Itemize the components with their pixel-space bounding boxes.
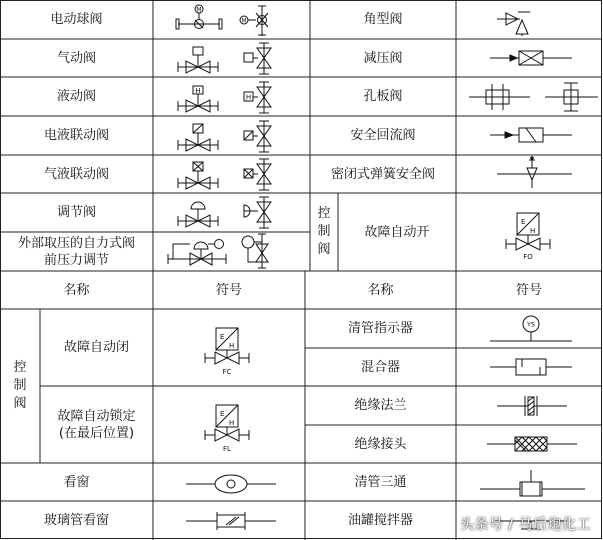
- pig-indicator-badge: YS: [526, 320, 536, 329]
- svg-text:H: H: [229, 419, 235, 427]
- self-operated-pressure-regulator-icon: [168, 234, 268, 268]
- name-insulating-joint: 绝缘接头: [354, 436, 407, 452]
- svg-text:H: H: [195, 87, 201, 95]
- svg-text:M: M: [196, 6, 202, 14]
- header-symbol-1: 符号: [215, 282, 242, 298]
- orifice-plate-valve-icon: [469, 83, 598, 111]
- fail-lock-code: FL: [223, 445, 231, 453]
- svg-text:H: H: [245, 93, 252, 102]
- name-mixer: 混合器: [360, 359, 400, 375]
- fail-close-valve-icon: [205, 328, 249, 364]
- name-pig-indicator: 清管指示器: [347, 321, 413, 336]
- name-motor-ball-valve: 电动球阀: [50, 12, 103, 27]
- motor-ball-valve-icon: [176, 5, 268, 36]
- name-orifice-plate-valve: 孔板阀: [363, 89, 403, 104]
- pressure-reducing-valve-icon: [490, 51, 572, 65]
- name-spring-safety-valve: 密闭式弹簧安全阀: [330, 166, 435, 182]
- svg-text:E: E: [220, 333, 225, 341]
- fail-open-code: FO: [523, 253, 533, 261]
- name-pigging-tee: 清管三通: [354, 474, 407, 490]
- header-name-2: 名称: [367, 282, 394, 298]
- name-fail-lock-note: (在最后位置): [58, 425, 135, 441]
- name-safety-return-valve: 安全回流阀: [350, 128, 416, 143]
- pigging-tee-icon: [480, 470, 585, 496]
- regulating-valve-icon: [178, 197, 271, 228]
- fail-open-valve-icon: [506, 213, 550, 250]
- svg-text:E: E: [521, 218, 526, 226]
- hydraulic-valve-icon: [178, 82, 271, 113]
- sight-glass-icon: [186, 475, 276, 493]
- name-electro-hydraulic-valve: 电液联动阀: [43, 128, 109, 143]
- electro-hydraulic-valve-icon: [178, 121, 271, 152]
- svg-text:E: E: [220, 410, 225, 418]
- svg-text:M: M: [241, 17, 247, 25]
- pneumatic-valve-icon: [178, 43, 271, 74]
- name-fail-lock: 故障自动锁定: [57, 408, 136, 424]
- control-valve-label-bottom: 控制阀: [13, 360, 27, 411]
- glass-tube-sight-glass-icon: [186, 512, 276, 530]
- insulating-joint-icon: [487, 437, 577, 451]
- header-symbol-2: 符号: [515, 282, 542, 298]
- name-pressure-reducing-valve: 减压阀: [363, 50, 403, 66]
- name-hydraulic-valve: 液动阀: [56, 89, 96, 104]
- name-regulating-valve: 调节阀: [56, 205, 96, 220]
- name-fail-open: 故障自动开: [364, 224, 430, 240]
- name-tank-agitator: 油罐搅拌器: [347, 513, 413, 528]
- mixer-icon: [490, 359, 572, 375]
- name-self-operated-regulator: 外部取压的自力式阀前压力调节: [17, 235, 135, 268]
- fail-lock-valve-icon: [205, 405, 249, 441]
- insulating-flange-icon: [497, 396, 567, 416]
- watermark: 头条号 / 马后炮化工: [459, 517, 591, 533]
- name-gas-liquid-valve: 气液联动阀: [43, 166, 109, 182]
- name-glass-tube-sight-glass: 玻璃管看窗: [43, 513, 109, 528]
- name-insulating-flange: 绝缘法兰: [354, 398, 407, 413]
- name-sight-glass: 看窗: [63, 474, 90, 490]
- control-valve-label-top: 控制阀: [317, 206, 331, 257]
- svg-text:H: H: [229, 342, 235, 350]
- spring-safety-valve-icon: [497, 157, 572, 188]
- svg-text:H: H: [530, 227, 536, 235]
- safety-return-valve-icon: [490, 128, 572, 142]
- name-angle-valve: 角型阀: [363, 12, 403, 27]
- gas-liquid-valve-icon: [178, 159, 271, 190]
- fail-close-code: FC: [222, 368, 232, 376]
- name-pneumatic-valve: 气动阀: [56, 50, 96, 66]
- header-name-1: 名称: [63, 282, 90, 298]
- name-fail-close: 故障自动闭: [63, 340, 129, 355]
- angle-valve-icon: [497, 12, 530, 36]
